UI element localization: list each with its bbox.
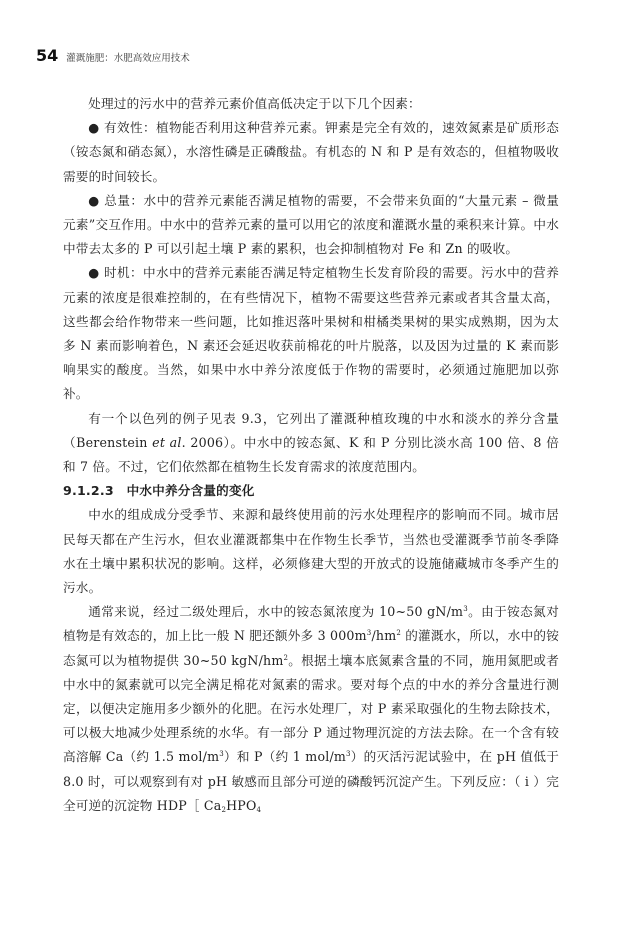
text-span: 通常来说，经过二级处理后，水中的铵态氮浓度为 10~50 gN/m <box>88 604 464 620</box>
page-content <box>63 92 559 818</box>
text-span: . 2006）。中水中的铵态氮、K 和 P 分别比淡水高 100 倍、8 倍和 7 倍。不过，它们依然都在植物生长发育需求的浓度范围内。 <box>63 434 560 475</box>
text-span: 有一个以色列的例子见表 9.3，它列出了灌溉种植玫瑰的中水和淡水的养分含量（Berenstein <box>63 410 559 450</box>
subscript: 4 <box>256 805 262 814</box>
subscript: 2 <box>221 805 227 814</box>
paragraph-availability: ● 有效性：植物能否利用这种营养元素。钾素是完全有效的，速效氮素是矿质形态（铵态氮和硝态氮），水溶性磷是正磷酸盐。有机态的 N 和 P 是有效态的，但植物吸收需要的时间较长。 <box>63 120 559 184</box>
text-span: HPO <box>226 797 257 813</box>
text-span: /hm <box>371 628 397 644</box>
paragraph-intro: 处理过的污水中的营养元素价值高低决定于以下几个因素： <box>88 96 421 111</box>
superscript: 3 <box>366 629 372 638</box>
superscript: 3 <box>463 605 468 614</box>
superscript: 2 <box>283 653 289 662</box>
text-span: 。根据土壤本底氮素含量的不同，施用氮肥或者中水中的氮素就可以完全满足棉花对氮素的需求。要对每个点的中水的养分含量进行测定，以便决定施用多少额外的化肥。在污水处理厂，对 P 素采取强化的生物去除技术，可以极大地减少处理系统的水华。有一部分 P 通过物理沉淀的方法去除。在一个含有较高溶解 Ca（约 1.5 mol/m <box>63 652 559 765</box>
text-span: 。由于铵态氮对植物是有效态的，加上比一般 N 肥还额外多 3 000m <box>63 604 559 644</box>
paragraph-total-amount: ● 总量：水中的营养元素能否满足植物的需要，不会带来负面的“大量元素 – 微量元素”交互作用。中水中的营养元素的量可以用它的浓度和灌溉水量的乘积来计算。中水中带去太多的 P 可以引起土壤 P 素的累积，也会抑制植物对 Fe 和 Zn 的吸收。 <box>63 192 559 257</box>
paragraph-composition: 中水的组成成分受季节、来源和最终使用前的污水处理程序的影响而不同。城市居民每天都在产生污水，但农业灌溉都集中在作物生长季节，当然也受灌溉季节前冬季降水在土壤中累积状况的影响。这样，必须修建大型的开放式的设施储藏城市冬季产生的污水。 <box>63 507 559 596</box>
paragraph-timing: ● 时机：中水中的营养元素能否满足特定植物生长发育阶段的需要。污水中的营养元素的浓度是很难控制的，在有些情况下，植物不需要这些营养元素或者其含量太高，这些都会给作物带来一些问题，比如推迟落叶果树和柑橘类果树的果实成熟期，因为太多 N 素而影响着色，N 素还会延迟收获前棉花的叶片脱落，以及因为过量的 K 素而影响果实的酸度。当然，如果中水中养分浓度低于作物的需要时，必须通过施肥加以弥补。 <box>63 265 559 402</box>
section-heading: 9.1.2.3 中水中养分含量的变化 <box>63 483 255 499</box>
page-number: 54 <box>36 46 59 65</box>
superscript: 3 <box>219 750 224 759</box>
italic-etal: et al <box>152 434 182 450</box>
text-span: ）的灭活污泥试验中，在 pH 值低于 8.0 时，可以观察到有对 pH 敏感而且部分可逆的磷酸钙沉淀产生。下列反应：（ i ）完全可逆的沉淀物 HDP［ Ca <box>63 749 559 813</box>
page-header <box>36 46 596 66</box>
running-title: 灌溉施肥：水肥高效应用技术 <box>66 53 190 64</box>
text-span: ）和 P（约 1 mol/m <box>223 749 347 765</box>
paragraph-nitrogen-phosphorus <box>63 600 559 818</box>
paragraph-israel-example <box>63 407 559 480</box>
superscript: 2 <box>396 629 402 638</box>
text-span: 的灌溉水，所以，水中的铵态氮可以为植物提供 30~50 kgN/hm <box>63 628 560 668</box>
superscript: 3 <box>346 750 351 759</box>
